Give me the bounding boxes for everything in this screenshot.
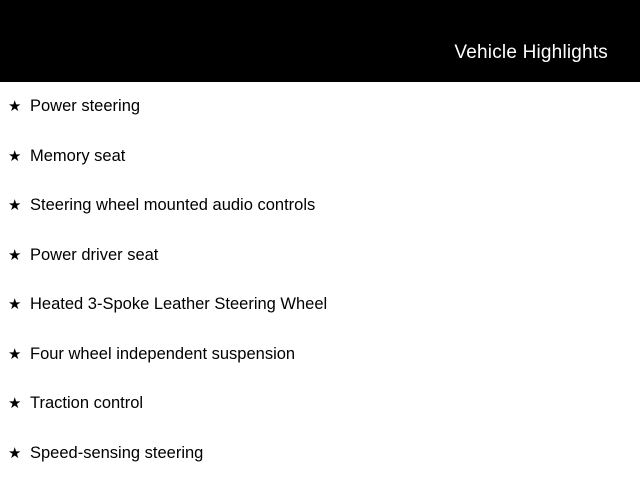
list-item [0,443,640,492]
star-bullet-icon: ★ [8,196,30,216]
list-item-label: Steering wheel mounted audio controls [30,195,315,215]
star-bullet-icon: ★ [8,295,30,315]
list-item [0,294,640,344]
list-item-label: Power driver seat [30,245,158,265]
list-item-label: Four wheel independent suspension [30,344,295,364]
list-item-label: Power steering [30,96,140,116]
page-header [0,0,640,82]
list-item [0,245,640,295]
list-item [0,393,640,443]
star-bullet-icon: ★ [8,394,30,414]
list-item [0,344,640,394]
list-item [0,96,640,146]
list-item [0,146,640,196]
star-bullet-icon: ★ [8,147,30,167]
list-item-label: Heated 3-Spoke Leather Steering Wheel [30,294,327,314]
list-item-label: Memory seat [30,146,125,166]
page-title: Vehicle Highlights [454,42,608,64]
star-bullet-icon: ★ [8,345,30,365]
star-bullet-icon: ★ [8,97,30,117]
vehicle-highlights-list [0,82,640,492]
list-item [0,195,640,245]
list-item-label: Speed-sensing steering [30,443,203,463]
list-item-label: Traction control [30,393,143,413]
star-bullet-icon: ★ [8,444,30,464]
star-bullet-icon: ★ [8,246,30,266]
